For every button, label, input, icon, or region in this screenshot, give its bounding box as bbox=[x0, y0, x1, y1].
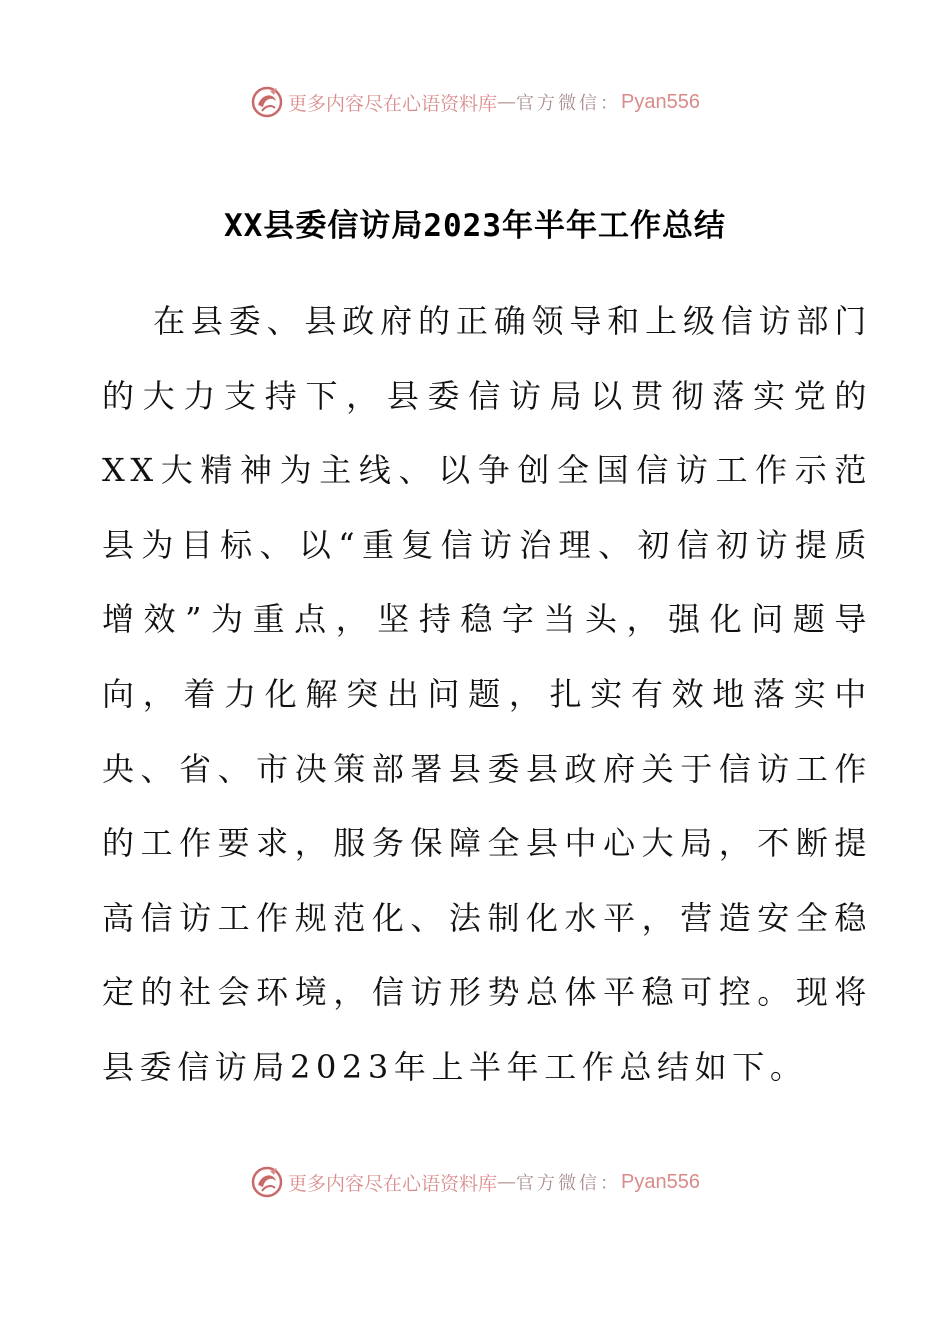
footer-watermark-banner bbox=[0, 1162, 950, 1202]
wechat-label: 官方微信： bbox=[516, 93, 622, 114]
document-title: XX县委信访局2023年半年工作总结 bbox=[224, 208, 726, 244]
body-paragraph: 在县委、县政府的正确领导和上级信访部门的大力支持下，县委信访局以贯彻落实党的XX大精神为主线、以争创全国信访工作示范县为目标、以“重复信访治理、初信初访提质增效”为重点，坚持稳字当头，强化问题导向，着力化解突出问题，扎实有效地落实中央、省、市决策部署县委县政府关于信访工作的工作要求，服务保障全县中心大局，不断提高信访工作规范化、法制化水平，营造安全稳定的社会环境，信访形势总体平稳可控。现将县委信访局2023年上半年工作总结如下。 bbox=[102, 302, 872, 1086]
wechat-label: 官方微信： bbox=[516, 1173, 622, 1194]
brand-text: 更多内容尽在心语资料库 bbox=[288, 1172, 498, 1195]
swirl-logo-icon bbox=[250, 85, 284, 119]
banner-separator: — bbox=[497, 91, 517, 113]
swirl-logo-icon bbox=[250, 1165, 284, 1199]
header-watermark-banner bbox=[0, 82, 950, 122]
wechat-account: Pyan556 bbox=[621, 90, 700, 113]
wechat-account: Pyan556 bbox=[621, 1170, 700, 1193]
banner-separator: — bbox=[497, 1171, 517, 1193]
brand-text: 更多内容尽在心语资料库 bbox=[288, 92, 498, 115]
